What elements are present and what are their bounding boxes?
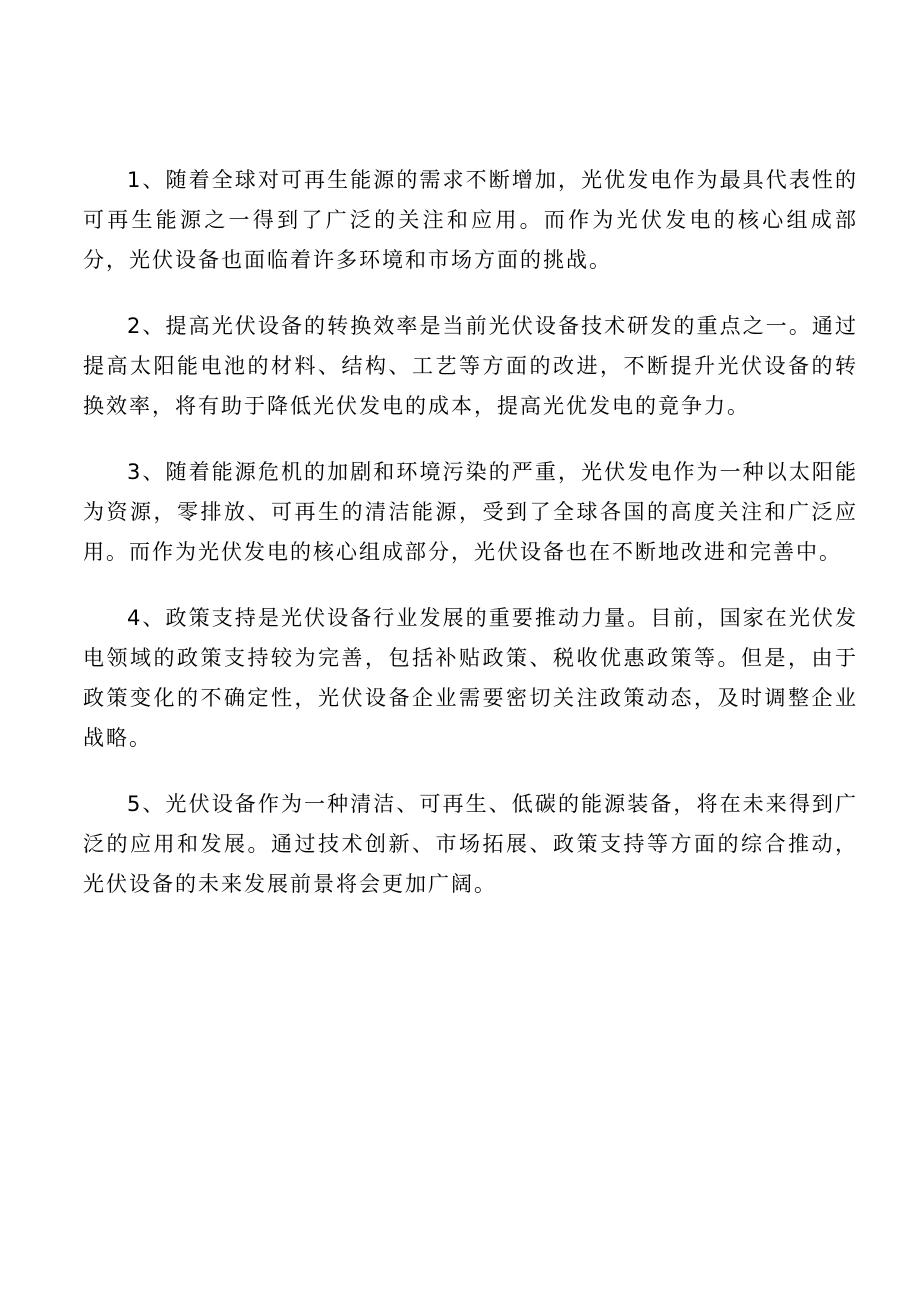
paragraph-1: 1、随着全球对可再生能源的需求不断增加，光优发电作为最具代表性的可再生能源之一得到了广泛的关注和应用。而作为光伏发电的核心组成部分，光伏设备也面临着许多环境和市场方面的挑战。 <box>83 168 858 272</box>
paragraph-3: 3、随着能源危机的加剧和环境污染的严重，光伏发电作为一种以太阳能为资源，零排放、可再生的清洁能源，受到了全球各国的高度关注和广泛应用。而作为光伏发电的核心组成部分，光伏设备也在不断地改进和完善中。 <box>83 460 858 564</box>
paragraph-2: 2、提高光伏设备的转换效率是当前光伏设备技术研发的重点之一。通过提高太阳能电池的材料、结构、工艺等方面的改进，不断提升光伏设备的转换效率，将有助于降低光伏发电的成本，提高光优发电的竟争力。 <box>83 314 858 418</box>
paragraph-5: 5、光伏设备作为一种清洁、可再生、低碳的能源装备，将在未来得到广泛的应用和发展。通过技术创新、市场拓展、政策支持等方面的综合推动，光伏设备的未来发展前景将会更加广阔。 <box>83 792 858 896</box>
paragraph-4: 4、政策支持是光伏设备行业发展的重要推动力量。目前，国家在光伏发电领域的政策支持较为完善，包括补贴政策、税收优惠政策等。但是，由于政策变化的不确定性，光伏设备企业需要密切关注政策动态，及时调整企业战略。 <box>83 606 858 750</box>
document-body <box>83 160 858 930</box>
